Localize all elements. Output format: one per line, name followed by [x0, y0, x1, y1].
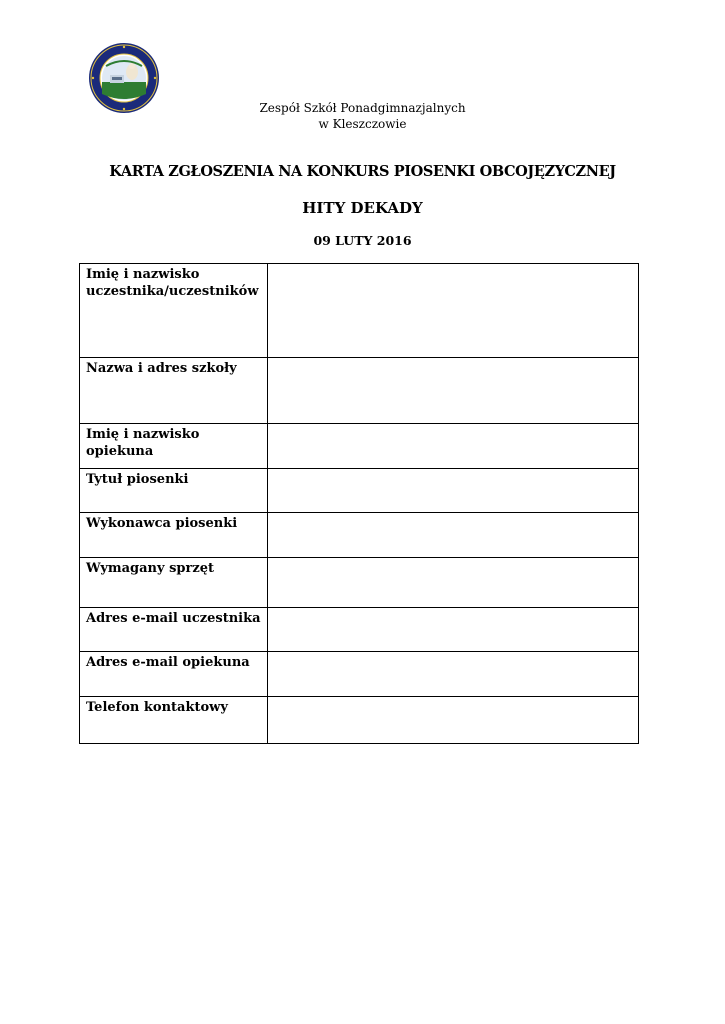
contest-date: 09 LUTY 2016	[313, 233, 412, 248]
school-name-line1: Zespół Szkół Ponadgimnazjalnych	[259, 101, 466, 115]
label-song-performer: Wykonawca piosenki	[80, 513, 268, 558]
field-song-title[interactable]	[268, 469, 639, 513]
form-row-song-title	[80, 469, 639, 513]
form-row-guardian-email	[80, 652, 639, 697]
field-participant-email[interactable]	[268, 608, 639, 652]
field-required-equipment[interactable]	[268, 558, 639, 608]
form-row-participant-email	[80, 608, 639, 652]
label-participant-name: Imię i nazwisko uczestnika/uczestników	[80, 264, 268, 358]
school-name-line2: w Kleszczowie	[318, 117, 407, 131]
label-guardian-name: Imię i nazwisko opiekuna	[80, 424, 268, 469]
form-row-performer	[80, 513, 639, 558]
field-participant-name[interactable]	[268, 264, 639, 358]
label-guardian-email: Adres e-mail opiekuna	[80, 652, 268, 697]
form-row-phone	[80, 697, 639, 744]
form-row-school	[80, 358, 639, 424]
field-contact-phone[interactable]	[268, 697, 639, 744]
label-contact-phone: Telefon kontaktowy	[80, 697, 268, 744]
form-row-equipment	[80, 558, 639, 608]
label-school-name-address: Nazwa i adres szkoły	[80, 358, 268, 424]
field-song-performer[interactable]	[268, 513, 639, 558]
label-required-equipment: Wymagany sprzęt	[80, 558, 268, 608]
label-song-title: Tytuł piosenki	[80, 469, 268, 513]
field-school-name-address[interactable]	[268, 358, 639, 424]
field-guardian-email[interactable]	[268, 652, 639, 697]
form-title: KARTA ZGŁOSZENIA NA KONKURS PIOSENKI OBCOJĘZYCZNEJ	[109, 163, 616, 180]
field-guardian-name[interactable]	[268, 424, 639, 469]
form-row-guardian	[80, 424, 639, 469]
application-form-table	[79, 263, 639, 744]
label-participant-email: Adres e-mail uczestnika	[80, 608, 268, 652]
form-row-participant	[80, 264, 639, 358]
contest-name: HITY DEKADY	[302, 199, 423, 217]
